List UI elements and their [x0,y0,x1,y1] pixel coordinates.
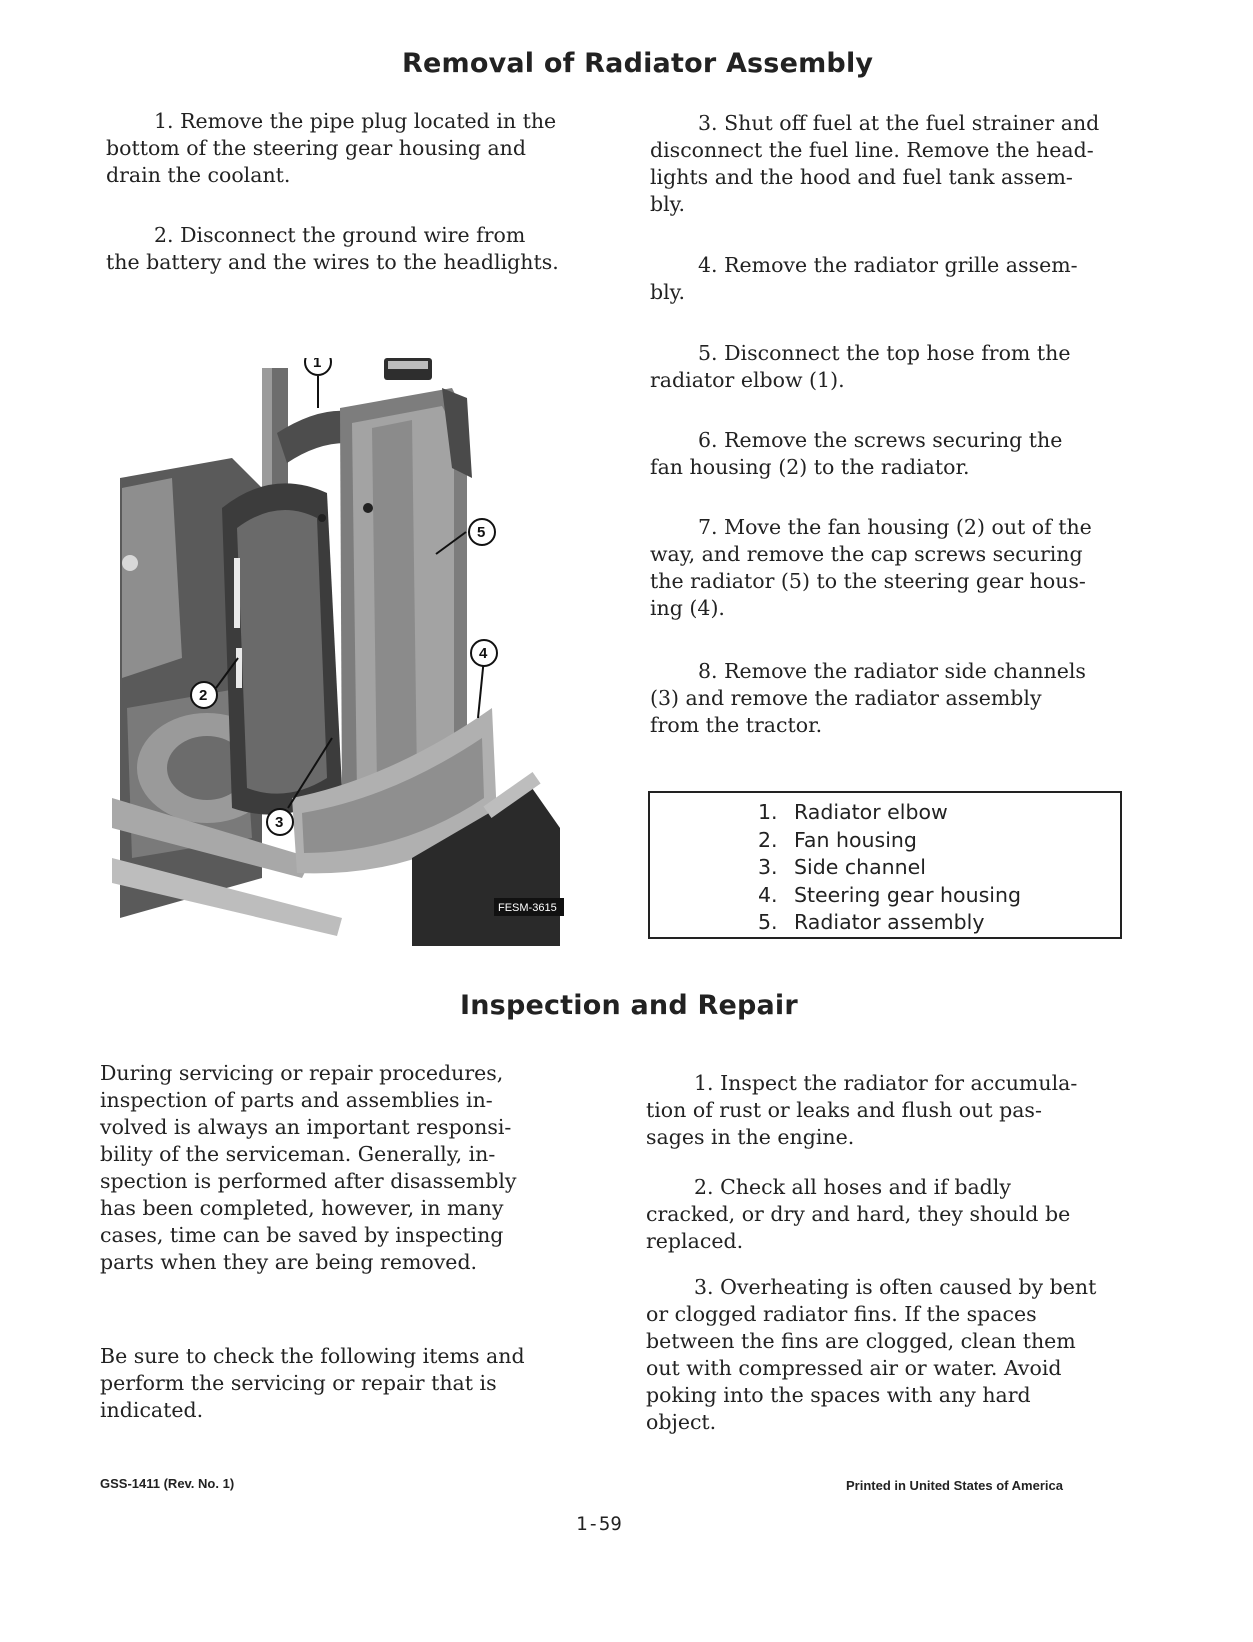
radiator-assembly-photo [112,358,590,946]
legend-item: 1. Radiator elbow [758,800,948,824]
svg-text:3: 3 [275,814,284,831]
callout-2 [191,682,217,708]
step-2-paragraph: 2. Disconnect the ground wire from the battery and the wires to the headlights. [106,223,559,274]
legend-item: 5. Radiator assembly [758,910,985,934]
callout-1 [305,358,331,375]
svg-text:4: 4 [479,645,488,662]
step-1-paragraph: 1. Remove the pipe plug located in the bottom of the steering gear housing and drain the coolant. [106,109,557,187]
legend-item: 2. Fan housing [758,827,917,852]
page-number: 1-59 [576,1513,622,1535]
inspection-intro-paragraph: During servicing or repair procedures, inspection of parts and assemblies in- volved is always an important responsi- bility of the serviceman. Generally, in- spection is performed after disassembly has been completed, however, in many cases, time can be saved by inspecting parts when they are being removed. [100,1061,517,1274]
svg-text:1: 1 [313,358,322,371]
step-5-paragraph: 5. Disconnect the top hose from the radiator elbow (1). [650,341,1071,392]
callout-3 [267,809,293,835]
figure-legend-box [648,791,1122,939]
inspection-item-3: 3. Overheating is often caused by bent or clogged radiator fins. If the spaces between the fins are clogged, clean them out with compressed air or water. Avoid poking into the spaces with any hard object. [646,1275,1097,1434]
section-title-removal: Removal of Radiator Assembly [402,48,874,79]
step-3-paragraph: 3. Shut off fuel at the fuel strainer and disconnect the fuel line. Remove the head- lights and the hood and fuel tank assem- bly. [650,111,1100,216]
callout-5 [469,519,495,545]
inspection-item-2: 2. Check all hoses and if badly cracked, or dry and hard, they should be replaced. [646,1175,1071,1253]
printed-in-note: Printed in United States of America [846,1478,1063,1493]
svg-text:5: 5 [477,524,486,541]
step-4-paragraph: 4. Remove the radiator grille assem- bly. [650,253,1078,304]
document-code: GSS-1411 (Rev. No. 1) [100,1476,235,1491]
figure-code-label: FESM-3615 [498,902,557,914]
step-6-paragraph: 6. Remove the screws securing the fan housing (2) to the radiator. [650,428,1063,479]
callout-4 [471,640,497,666]
legend-item: 4. Steering gear housing [758,882,1021,907]
legend-list [758,799,1021,937]
step-8-paragraph: 8. Remove the radiator side channels (3) and remove the radiator assembly from the tractor. [650,659,1086,737]
inspection-checklist-paragraph: Be sure to check the following items and perform the servicing or repair that is indicated. [100,1344,525,1422]
legend-item: 3. Side channel [758,855,926,879]
section-title-inspection: Inspection and Repair [460,990,798,1021]
svg-text:2: 2 [199,687,208,704]
inspection-item-1: 1. Inspect the radiator for accumula- tion of rust or leaks and flush out pas- sages in the engine. [646,1071,1078,1149]
step-7-paragraph: 7. Move the fan housing (2) out of the way, and remove the cap screws securing the radiator (5) to the steering gear hous- ing (4). [650,515,1092,620]
